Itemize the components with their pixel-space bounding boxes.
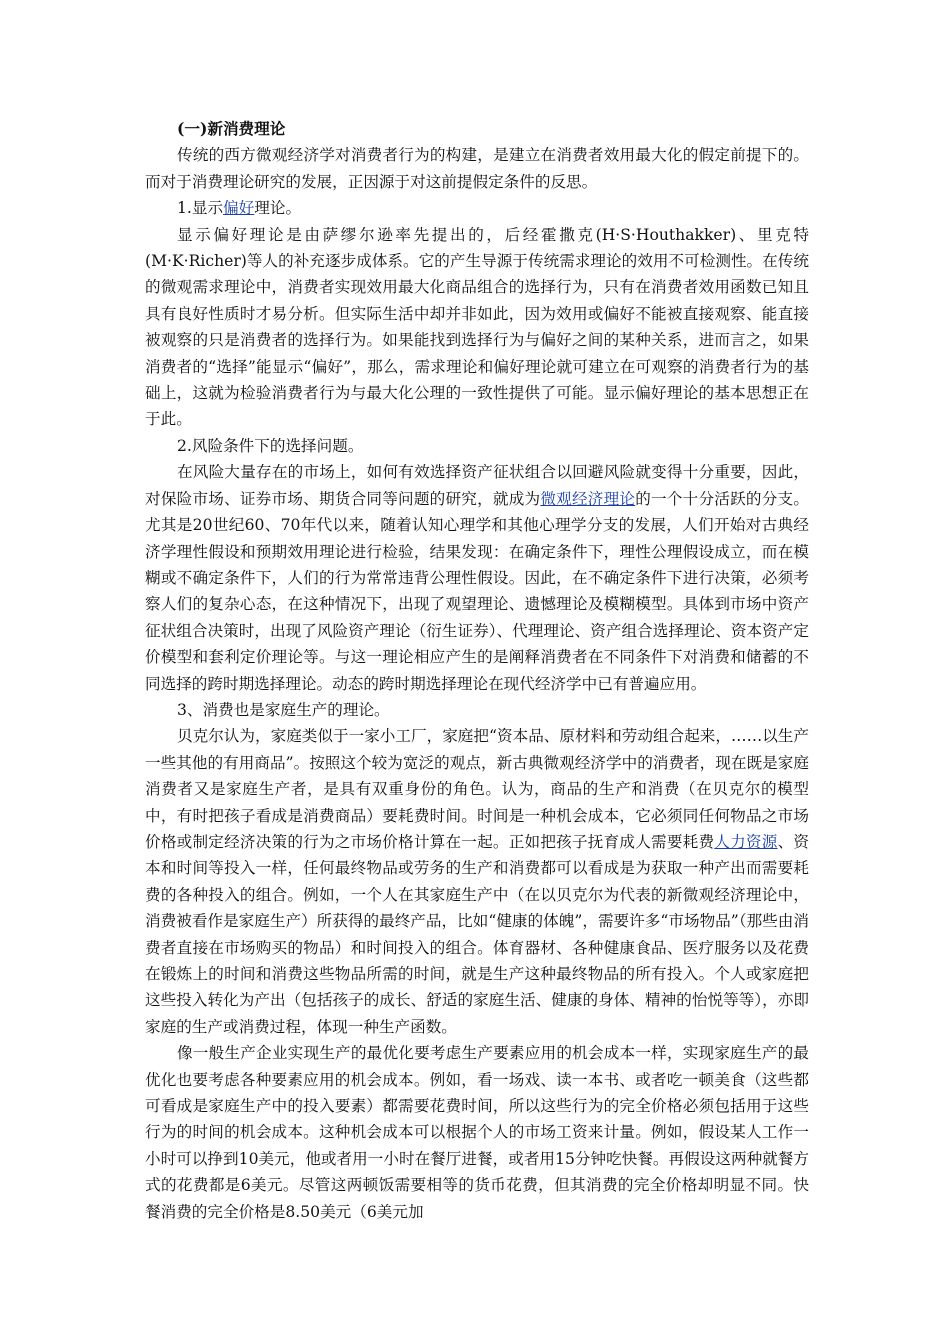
paragraph-intro: 传统的西方微观经济学对消费者行为的构建，是建立在消费者效用最大化的假定前提下的。而对于消费理论研究的发展，正因源于对这前提假定条件的反思。 xyxy=(145,146,809,191)
paragraph-revealed-preference: 显示偏好理论是由萨缪尔逊率先提出的，后经霍撒克(H·S·Houthakker)、里克特(M·K·Richer)等人的补充逐步成体系。它的产生导源于传统需求理论的效用不可检测性。在传统的微观需求理论中，消费者实现效用最大化商品组合的选择行为，只有在消费者效用函数已知且具有良好性质时才易分析。但实际生活中却并非如此，因为效用或偏好不能被直接观察、能直接被观察的只是消费者的选择行为。如果能找到选择行为与偏好之间的某种关系，进而言之，如果消费者的“选择”能显示“偏好”，那么，需求理论和偏好理论就可建立在可观察的消费者行为的基础上，这就为检验消费者行为与最大化公理的一致性提供了可能。显示偏好理论的基本思想正在于此。 xyxy=(145,225,809,429)
link-micro-economic-theory[interactable]: 微观经济理论 xyxy=(540,489,636,508)
subheading-prefix: 1.显示 xyxy=(177,199,224,218)
subheading-suffix: 理论。 xyxy=(254,199,302,218)
subheading-household-production: 3、消费也是家庭生产的理论。 xyxy=(177,700,390,719)
paragraph-text: 在风险大量存在的市场上，如何有效选择资产征状组合以回避风险就变得十分重要，因此，对保险市场、证券市场、期货合同等问题的研究，就成为 xyxy=(145,463,809,508)
paragraph-text: 、资本和时间等投入一样，任何最终物品或劳务的生产和消费都可以看成是为获取一种产出而需要耗费的各种投入的组合。例如，一个人在其家庭生产中（在以贝克尔为代表的新微观经济理论中，消费被看作是家庭生产）所获得的最终产品，比如“健康的体魄”，需要许多“市场物品”（那些由消费者直接在市场购买的物品）和时间投入的组合。体育器材、各种健康食品、医疗服务以及花费在锻炼上的时间和消费这些物品所需的时间，就是生产这种最终物品的所有投入。个人或家庭把这些投入转化为产出（包括孩子的成长、舒适的家庭生活、健康的身体、精神的怡悦等等），亦即家庭的生产或消费过程，体现一种生产函数。 xyxy=(145,832,809,1036)
paragraph-risk-choice xyxy=(145,459,809,697)
paragraph-household-production xyxy=(145,723,809,1040)
subheading-risk-choice: 2.风险条件下的选择问题。 xyxy=(177,436,364,455)
paragraph-text: 贝克尔认为，家庭类似于一家小工厂，家庭把“资本品、原材料和劳动组合起来，……以生产一些其他的有用商品”。按照这个较为宽泛的观点，新古典微观经济学中的消费者，现在既是家庭消费者又是家庭生产者，是具有双重身份的角色。认为，商品的生产和消费（在贝克尔的模型中，有时把孩子看成是消费商品）要耗费时间。时间是一种机会成本，它必须同任何物品之市场价格或制定经济决策的行为之市场价格计算在一起。正如把孩子抚育成人需要耗费 xyxy=(145,727,809,851)
subheading-revealed-preference xyxy=(145,195,809,221)
link-preference[interactable]: 偏好 xyxy=(223,199,255,218)
section-heading: (一)新消费理论 xyxy=(177,119,286,138)
document-body xyxy=(145,116,809,1225)
paragraph-text: 的一个十分活跃的分支。尤其是20世纪60、70年代以来，随着认知心理学和其他心理学分支的发展，人们开始对古典经济学理性假设和预期效用理论进行检验，结果发现：在确定条件下，理性公理假设成立，而在模糊或不确定条件下，人们的行为常常违背公理性假设。因此，在不确定条件下进行决策，必须考察人们的复杂心态，在这种情况下，出现了观望理论、遗憾理论及模糊模型。具体到市场中资产征状组合决策时，出现了风险资产理论（衍生证券）、代理理论、资产组合选择理论、资本资产定价模型和套利定价理论等。与这一理论相应产生的是阐释消费者在不同条件下对消费和储蓄的不同选择的跨时期选择理论。动态的跨时期选择理论在现代经济学中已有普遍应用。 xyxy=(145,489,809,693)
link-human-resources[interactable]: 人力资源 xyxy=(714,832,778,851)
paragraph-opportunity-cost: 像一般生产企业实现生产的最优化要考虑生产要素应用的机会成本一样，实现家庭生产的最优化也要考虑各种要素应用的机会成本。例如，看一场戏、读一本书、或者吃一顿美食（这些都可看成是家庭生产中的投入要素）都需要花费时间，所以这些行为的完全价格必须包括用于这些行为的时间的机会成本。这种机会成本可以根据个人的市场工资来计量。例如，假设某人工作一小时可以挣到10美元，他或者用一小时在餐厅进餐，或者用15分钟吃快餐。再假设这两种就餐方式的花费都是6美元。尽管这两顿饭需要相等的货币花费，但其消费的完全价格却明显不同。快餐消费的完全价格是8.50美元（6美元加 xyxy=(145,1044,809,1221)
